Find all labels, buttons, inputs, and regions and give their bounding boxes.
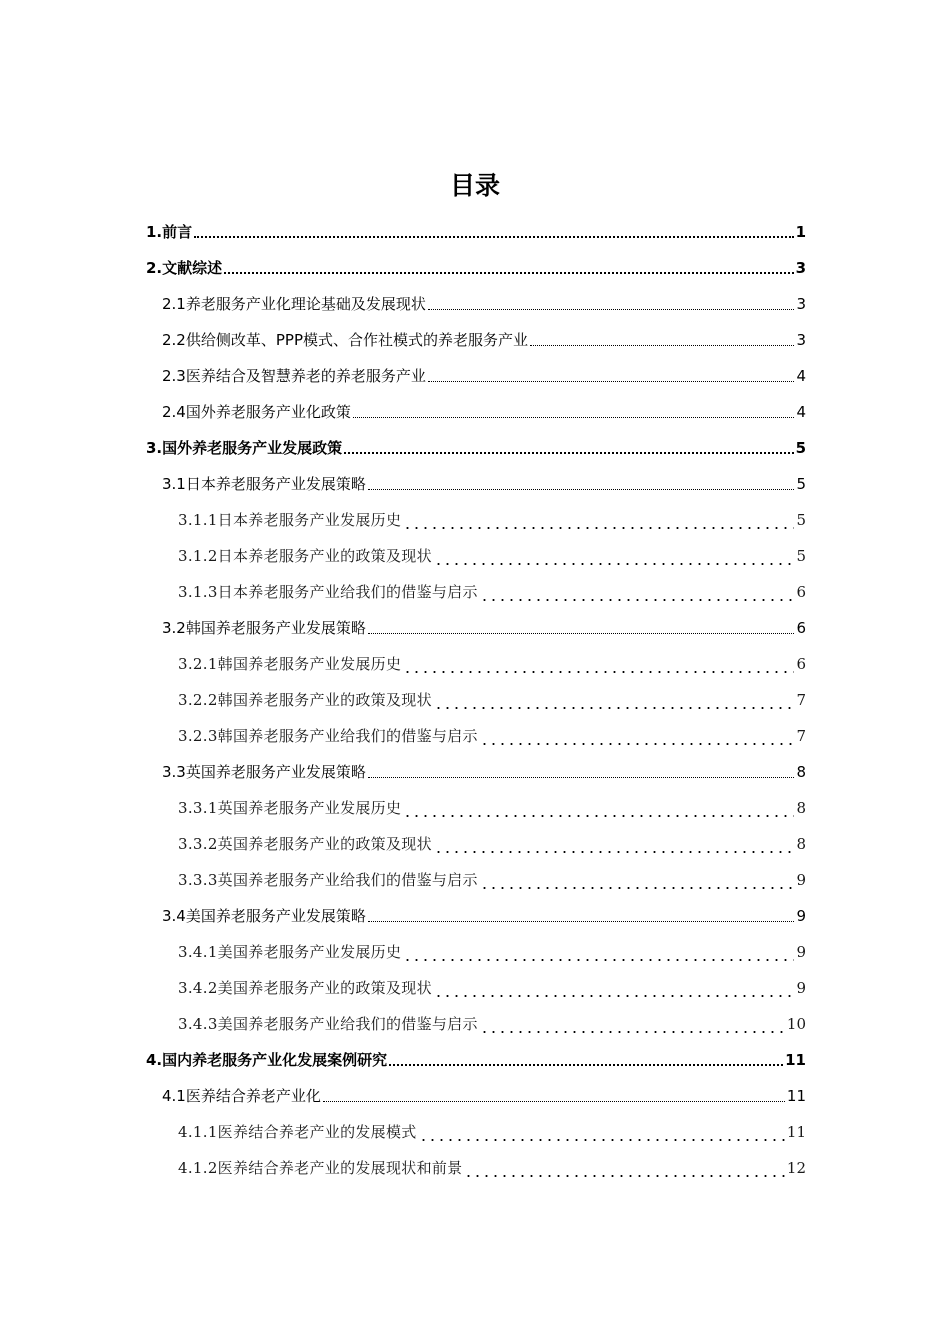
toc-leader	[434, 689, 795, 711]
toc-entry[interactable]	[146, 435, 806, 459]
toc-leader	[530, 345, 794, 346]
toc-entry-page: 9	[796, 871, 806, 889]
toc-entry[interactable]	[178, 579, 806, 603]
toc-leader	[403, 509, 794, 531]
toc-leader	[403, 941, 794, 963]
toc-entry-label: 1.前言	[146, 223, 193, 241]
toc-entry[interactable]	[178, 687, 806, 711]
toc-entry-label: 4.1.1医养结合养老产业的发展模式	[178, 1123, 417, 1141]
toc-entry[interactable]	[146, 219, 806, 243]
toc-entry-label: 3.2.3韩国养老服务产业给我们的借鉴与启示	[178, 727, 478, 745]
toc-entry-label: 3.2.1韩国养老服务产业发展历史	[178, 655, 402, 673]
toc-entry-label: 3.1日本养老服务产业发展策略	[162, 475, 366, 493]
toc-leader	[194, 236, 793, 238]
toc-entry-label: 3.4.1美国养老服务产业发展历史	[178, 943, 402, 961]
toc-entry-label: 2.4国外养老服务产业化政策	[162, 403, 351, 421]
toc-entry[interactable]	[162, 1083, 806, 1107]
toc-entry[interactable]	[178, 1119, 806, 1143]
toc-entry[interactable]	[162, 903, 806, 927]
toc-entry[interactable]	[162, 759, 806, 783]
toc-entry-page: 9	[796, 943, 806, 961]
toc-entry-label: 3.1.3日本养老服务产业给我们的借鉴与启示	[178, 583, 478, 601]
toc-leader	[389, 1064, 783, 1066]
toc-entry-label: 3.1.1日本养老服务产业发展历史	[178, 511, 402, 529]
toc-entry-label: 3.4.2美国养老服务产业的政策及现状	[178, 979, 432, 997]
toc-entry-page: 12	[786, 1159, 806, 1177]
toc-entry[interactable]	[146, 1047, 806, 1071]
toc-entry-page: 9	[796, 979, 806, 997]
toc-entry-page: 8	[796, 835, 806, 853]
toc-entry-label: 3.国外养老服务产业发展政策	[146, 439, 343, 457]
toc-entry-page: 11	[786, 1123, 806, 1141]
toc-entry[interactable]	[178, 795, 806, 819]
toc-entry-label: 2.3医养结合及智慧养老的养老服务产业	[162, 367, 426, 385]
toc-entry-page: 10	[786, 1015, 806, 1033]
toc-entry-label: 3.3.1英国养老服务产业发展历史	[178, 799, 402, 817]
toc-entry-page: 5	[796, 547, 806, 565]
toc-leader	[434, 545, 795, 567]
toc-entry-page: 6	[796, 655, 806, 673]
toc-entry-page: 5	[795, 439, 806, 457]
toc-entry-label: 2.1养老服务产业化理论基础及发展现状	[162, 295, 426, 313]
toc-leader	[403, 797, 794, 819]
toc-entry-page: 7	[796, 691, 806, 709]
toc-entry-label: 4.1医养结合养老产业化	[162, 1087, 321, 1105]
toc-entry-page: 11	[785, 1051, 806, 1069]
toc-entry-page: 9	[796, 907, 806, 925]
toc-entry-page: 3	[795, 259, 806, 277]
toc-leader	[480, 869, 795, 891]
toc-entry[interactable]	[178, 939, 806, 963]
toc-entry[interactable]	[178, 507, 806, 531]
toc-entry-label: 3.3.3英国养老服务产业给我们的借鉴与启示	[178, 871, 478, 889]
toc-leader	[419, 1121, 785, 1143]
toc-leader	[368, 777, 795, 778]
toc-entry-page: 6	[796, 583, 806, 601]
toc-entry-label: 3.3.2英国养老服务产业的政策及现状	[178, 835, 432, 853]
toc-entry-page: 3	[796, 295, 806, 313]
toc-entry[interactable]	[178, 1155, 806, 1179]
toc-entry-label: 3.4美国养老服务产业发展策略	[162, 907, 366, 925]
toc-entry-label: 3.2韩国养老服务产业发展策略	[162, 619, 366, 637]
toc-entry-page: 4	[796, 403, 806, 421]
toc-leader	[224, 272, 793, 274]
toc-entry-label: 2.2供给侧改革、PPP模式、合作社模式的养老服务产业	[162, 331, 528, 349]
toc-entry-page: 7	[796, 727, 806, 745]
toc-entry-page: 5	[796, 475, 806, 493]
toc-entry-page: 5	[796, 511, 806, 529]
toc-entry[interactable]	[162, 291, 806, 315]
toc-entry[interactable]	[178, 867, 806, 891]
toc-leader	[353, 417, 795, 418]
toc-entry[interactable]	[162, 327, 806, 351]
toc-leader	[368, 489, 795, 490]
toc-entry[interactable]	[178, 651, 806, 675]
toc-entry-label: 2.文献综述	[146, 259, 223, 277]
toc-entry[interactable]	[162, 471, 806, 495]
toc-leader	[480, 725, 795, 747]
toc-entry[interactable]	[162, 363, 806, 387]
toc-entry[interactable]	[178, 975, 806, 999]
toc-leader	[428, 381, 795, 382]
toc-leader	[323, 1101, 785, 1102]
toc-entry-label: 3.1.2日本养老服务产业的政策及现状	[178, 547, 432, 565]
toc-entry[interactable]	[146, 255, 806, 279]
toc-leader	[434, 833, 795, 855]
toc-leader	[368, 633, 795, 634]
toc-entry[interactable]	[162, 615, 806, 639]
toc-entry[interactable]	[178, 723, 806, 747]
toc-entry-page: 11	[786, 1087, 806, 1105]
toc-leader	[464, 1157, 784, 1179]
toc-leader	[368, 921, 795, 922]
toc-title: 目录	[449, 171, 500, 200]
toc-entry-label: 4.1.2医养结合养老产业的发展现状和前景	[178, 1159, 463, 1177]
toc-entry[interactable]	[178, 831, 806, 855]
toc-leader	[428, 309, 795, 310]
toc-entry-label: 3.2.2韩国养老服务产业的政策及现状	[178, 691, 432, 709]
toc-leader	[344, 452, 793, 454]
toc-entry-page: 6	[796, 619, 806, 637]
toc-leader	[480, 581, 795, 603]
toc-entry-label: 4.国内养老服务产业化发展案例研究	[146, 1051, 388, 1069]
toc-entry-page: 3	[796, 331, 806, 349]
toc-entry-page: 8	[796, 799, 806, 817]
toc-entry-label: 3.4.3美国养老服务产业给我们的借鉴与启示	[178, 1015, 478, 1033]
toc-leader	[434, 977, 795, 999]
toc-entry[interactable]	[162, 399, 806, 423]
toc-leader	[480, 1013, 785, 1035]
toc-entry-page: 4	[796, 367, 806, 385]
toc-leader	[403, 653, 794, 675]
toc-entry-page: 1	[795, 223, 806, 241]
toc-entry[interactable]	[178, 543, 806, 567]
toc-entry-page: 8	[796, 763, 806, 781]
toc-entry[interactable]	[178, 1011, 806, 1035]
toc-entry-label: 3.3英国养老服务产业发展策略	[162, 763, 366, 781]
